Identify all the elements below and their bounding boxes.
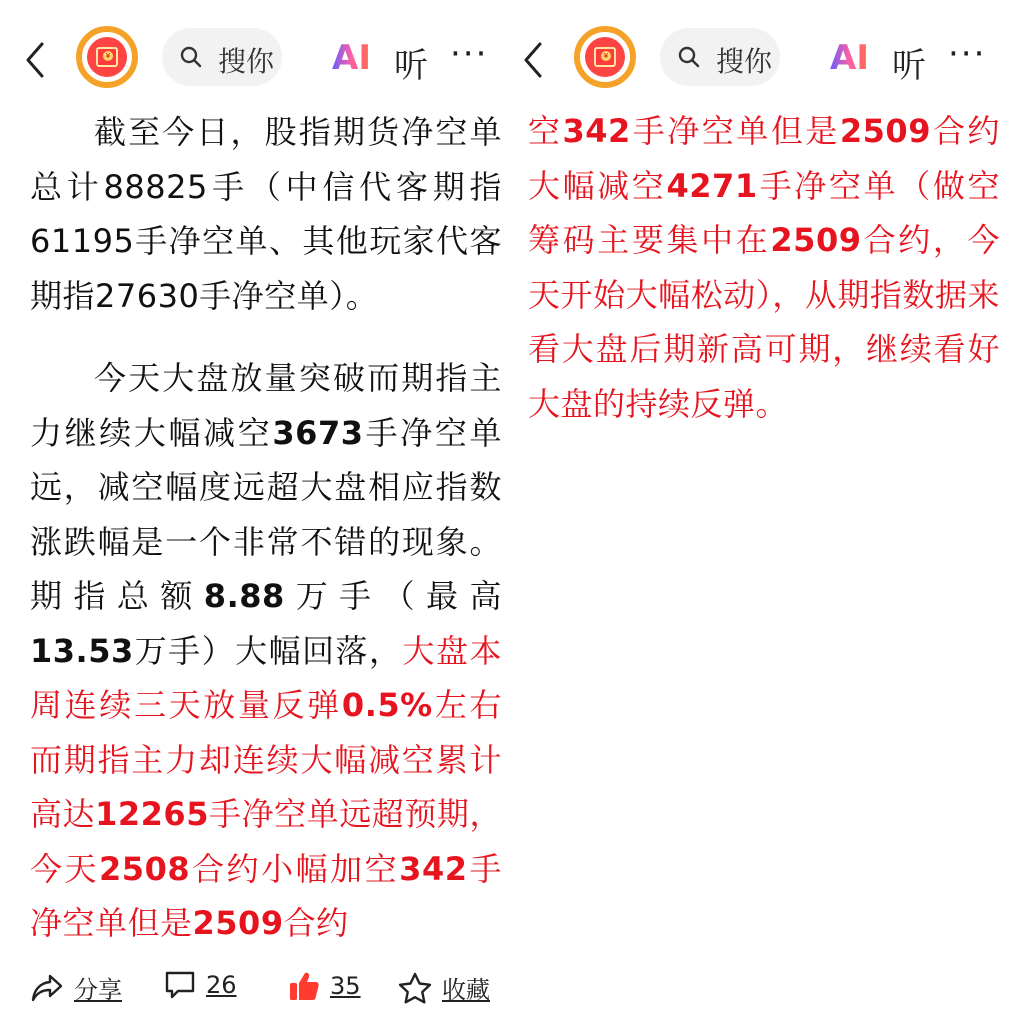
- search-placeholder: 搜你: [716, 45, 773, 78]
- paragraph-continued: 空342手净空单但是2509合约大幅减空4271手净空单（做空筹码主要集中在2509合约，今天开始大幅松动），从期指数据来看大盘后期新高可期，继续看好大盘的持续反弹。: [528, 112, 1000, 423]
- article-body-left: [30, 105, 502, 951]
- top-bar: [508, 26, 1008, 96]
- collect-button[interactable]: [398, 970, 490, 1005]
- comment-button[interactable]: [164, 970, 237, 1000]
- collect-label: 收藏: [442, 976, 490, 1004]
- search-box[interactable]: [660, 28, 780, 86]
- share-icon: [30, 973, 64, 1003]
- left-panel: [10, 0, 510, 1024]
- number-run: 3673: [272, 413, 364, 452]
- text-run: 万手）大幅回落，: [133, 631, 403, 670]
- red-envelope-icon: ¥: [87, 37, 127, 77]
- highlighted-text: 大盘本周连续三天放量反弹0.5%左右而期指主力却连续大幅减空累计高达12265手净空单远超预期，今天2508合约小幅加空342手净空单但是2509合约: [30, 631, 502, 942]
- like-button[interactable]: [288, 970, 361, 1002]
- more-menu-button[interactable]: ···: [450, 34, 489, 74]
- number-run: 13.53: [30, 631, 134, 670]
- avatar[interactable]: [574, 26, 636, 88]
- back-chevron-icon[interactable]: [522, 42, 544, 64]
- comment-icon: [164, 970, 196, 1000]
- search-icon: [678, 46, 700, 68]
- text-run: 万手（最高: [284, 577, 502, 615]
- like-count: 35: [330, 972, 361, 1000]
- ai-button[interactable]: AI: [332, 38, 371, 78]
- text-run: 今天大盘放量突破而期指主力继续大幅减空: [30, 359, 502, 452]
- listen-button[interactable]: 听: [394, 46, 428, 86]
- number-run: 8.88: [203, 577, 285, 615]
- text-run: 手净空单远，减空幅度远超大盘相应指数涨跌幅是一个非常不错的现象。期指总额: [30, 413, 502, 615]
- thumbs-up-icon: [288, 970, 320, 1002]
- search-box[interactable]: [162, 28, 282, 86]
- listen-button[interactable]: 听: [892, 46, 926, 86]
- more-menu-button[interactable]: ···: [948, 34, 987, 74]
- ai-button[interactable]: AI: [830, 38, 869, 78]
- avatar[interactable]: [76, 26, 138, 88]
- red-envelope-icon: ¥: [585, 37, 625, 77]
- share-label: 分享: [74, 976, 122, 1004]
- top-bar: [10, 26, 510, 96]
- paragraph-2: [30, 351, 502, 951]
- bottom-action-bar: [10, 960, 510, 1020]
- article-body-right: [528, 104, 1000, 431]
- star-icon: [398, 972, 432, 1004]
- comment-count: 26: [206, 971, 237, 999]
- search-placeholder: 搜你: [218, 45, 275, 78]
- paragraph-1: 截至今日，股指期货净空单总计88825手（中信代客期指61195手净空单、其他玩家代客期指27630手净空单）。: [30, 113, 502, 315]
- share-button[interactable]: [30, 970, 122, 1005]
- search-icon: [180, 46, 202, 68]
- right-panel: [508, 0, 1008, 1024]
- back-chevron-icon[interactable]: [24, 42, 46, 64]
